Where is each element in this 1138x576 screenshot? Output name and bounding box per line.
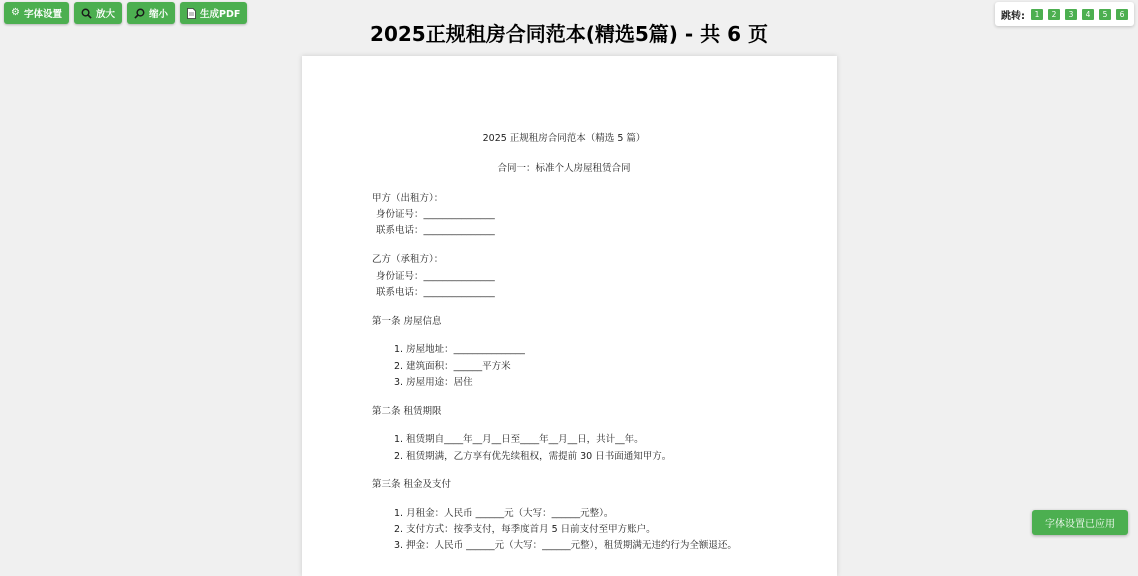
jump-page-1-button[interactable]: 1	[1031, 9, 1043, 20]
party-a-phone: 联系电话：_______________	[376, 225, 495, 236]
document-icon	[187, 8, 196, 19]
jump-page-5-button[interactable]: 5	[1099, 9, 1111, 20]
article-3-item: 1. 月租金：人民币 ______元（大写：______元整）。	[394, 508, 614, 519]
document-subtitle: 合同一：标准个人房屋租赁合同	[497, 163, 631, 174]
generate-pdf-label: 生成PDF	[200, 9, 241, 20]
article-1-item: 1. 房屋地址：_______________	[394, 344, 525, 355]
article-3-item: 2. 支付方式：按季支付，每季度首月 5 日前支付至甲方账户。	[394, 524, 656, 535]
font-applied-toast: 字体设置已应用	[1032, 510, 1128, 535]
party-b-phone: 联系电话：_______________	[376, 287, 495, 298]
party-b-label: 乙方（承租方）：	[372, 254, 444, 265]
article-3-item: 3. 押金：人民币 ______元（大写：______元整），租赁期满无违约行为全额退还。	[394, 540, 737, 551]
gear-icon: ⚙	[11, 7, 20, 18]
magnifier-plus-icon	[81, 8, 92, 19]
font-settings-label: 字体设置	[23, 9, 62, 20]
article-1-item: 3. 房屋用途：居住	[394, 377, 473, 388]
jump-page-6-button[interactable]: 6	[1116, 9, 1128, 20]
article-1-title: 第一条 房屋信息	[372, 316, 442, 327]
jump-page-4-button[interactable]: 4	[1082, 9, 1094, 20]
party-a-label: 甲方（出租方）：	[372, 193, 444, 204]
zoom-out-label: 缩小	[149, 9, 169, 20]
magnifier-minus-icon	[134, 8, 145, 19]
party-b-id: 身份证号：_______________	[376, 271, 495, 282]
zoom-in-label: 放大	[95, 9, 115, 20]
party-a-id: 身份证号：_______________	[376, 209, 495, 220]
article-2-item: 1. 租赁期自____年__月__日至____年__月__日，共计__年。	[394, 434, 644, 445]
article-2-item: 2. 租赁期满，乙方享有优先续租权，需提前 30 日书面通知甲方。	[394, 451, 672, 462]
page-title: 2025正规租房合同范本(精选5篇) - 共 6 页	[370, 22, 768, 46]
article-1-item: 2. 建筑面积：______平方米	[394, 361, 511, 372]
article-3-title: 第三条 租金及支付	[372, 479, 452, 490]
jump-page-2-button[interactable]: 2	[1048, 9, 1060, 20]
jump-label: 跳转:	[1001, 10, 1025, 22]
document-title: 2025 正规租房合同范本（精选 5 篇）	[482, 133, 646, 144]
jump-page-3-button[interactable]: 3	[1065, 9, 1077, 20]
page-jump	[995, 2, 1134, 26]
article-2-title: 第二条 租赁期限	[372, 406, 442, 417]
